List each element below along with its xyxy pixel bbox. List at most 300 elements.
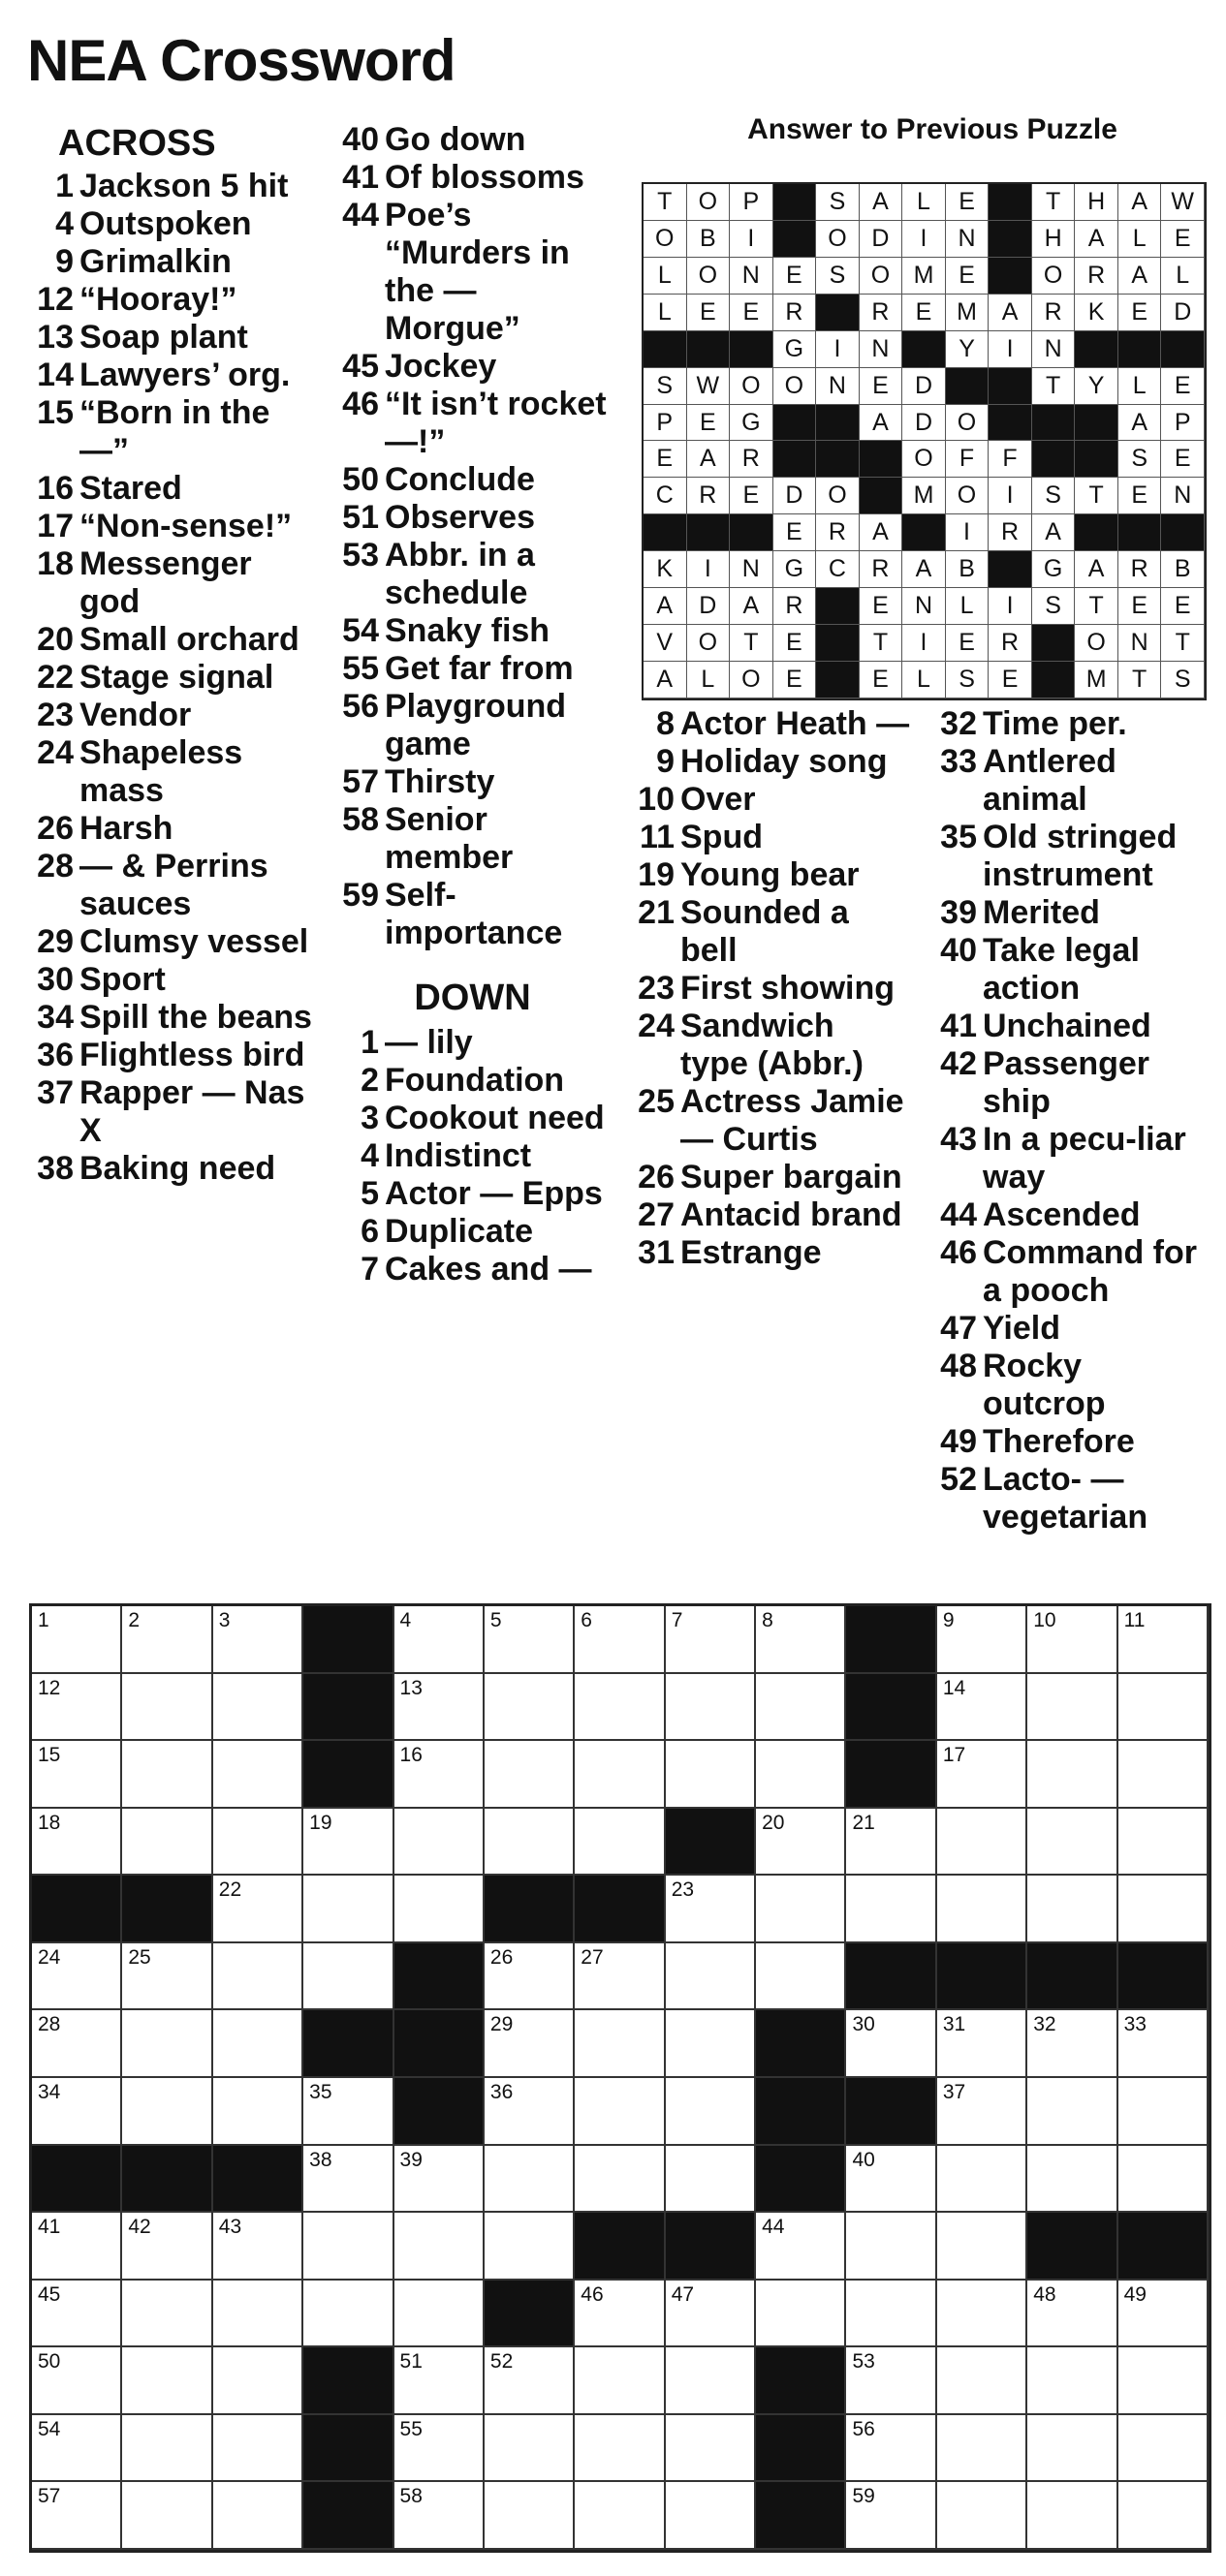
grid-cell[interactable] bbox=[122, 2415, 212, 2483]
grid-cell[interactable] bbox=[394, 1876, 485, 1943]
black-square bbox=[666, 1809, 756, 1877]
clue-number: 21 bbox=[638, 894, 675, 931]
grid-cell[interactable] bbox=[213, 1809, 303, 1877]
grid-cell[interactable] bbox=[1027, 2482, 1117, 2550]
grid-cell[interactable] bbox=[122, 1943, 212, 2011]
grid-cell[interactable] bbox=[32, 2482, 122, 2550]
grid-cell[interactable] bbox=[394, 1809, 485, 1877]
clue-number: 57 bbox=[342, 763, 379, 800]
clue-text: Soap plant bbox=[79, 319, 248, 356]
cell-number: 3 bbox=[218, 1609, 231, 1631]
black-square bbox=[756, 2146, 846, 2214]
clue-text: Sport bbox=[79, 961, 166, 998]
grid-cell[interactable] bbox=[666, 2078, 756, 2146]
grid-cell[interactable] bbox=[303, 2281, 393, 2348]
answer-cell: N bbox=[730, 551, 773, 588]
clue-text: Sandwich type (Abbr.) bbox=[680, 1008, 864, 1082]
grid-cell[interactable] bbox=[32, 1809, 122, 1877]
grid-cell[interactable] bbox=[666, 1876, 756, 1943]
grid-cell[interactable] bbox=[1118, 1674, 1209, 1742]
grid-cell[interactable] bbox=[1118, 2347, 1209, 2415]
across-clue-34 bbox=[19, 999, 315, 1037]
clue-text: “Non-sense!” bbox=[79, 508, 293, 544]
black-square bbox=[902, 331, 946, 368]
grid-cell[interactable] bbox=[846, 2347, 936, 2415]
grid-cell[interactable] bbox=[1027, 1876, 1117, 1943]
grid-cell[interactable] bbox=[213, 1943, 303, 2011]
clue-text: Poe’s “Murders in the — Morgue” bbox=[385, 197, 570, 347]
grid-cell[interactable] bbox=[394, 2146, 485, 2214]
answer-cell: S bbox=[1118, 441, 1162, 478]
grid-cell[interactable] bbox=[846, 1809, 936, 1877]
grid-cell[interactable] bbox=[32, 2415, 122, 2483]
answer-cell: I bbox=[946, 514, 990, 551]
grid-cell[interactable] bbox=[1118, 2010, 1209, 2078]
clue-number: 59 bbox=[342, 877, 379, 914]
answer-cell: T bbox=[730, 625, 773, 662]
clue-number: 3 bbox=[361, 1100, 379, 1136]
down-clue-11 bbox=[620, 819, 911, 856]
grid-cell[interactable] bbox=[666, 1741, 756, 1809]
clue-number: 52 bbox=[940, 1461, 977, 1498]
grid-cell[interactable] bbox=[394, 1741, 485, 1809]
black-square bbox=[773, 441, 817, 478]
grid-cell[interactable] bbox=[846, 2010, 936, 2078]
clue-number: 22 bbox=[37, 659, 74, 696]
grid-cell[interactable] bbox=[122, 1606, 212, 1674]
grid-cell[interactable] bbox=[1118, 2146, 1209, 2214]
across-clue-54 bbox=[325, 612, 620, 650]
black-square bbox=[846, 1943, 936, 2011]
grid-cell[interactable] bbox=[213, 2415, 303, 2483]
grid-cell[interactable] bbox=[575, 2010, 665, 2078]
across-clue-1 bbox=[19, 168, 315, 205]
grid-cell[interactable] bbox=[32, 2281, 122, 2348]
down-clue-8 bbox=[620, 705, 911, 743]
cell-number: 12 bbox=[38, 1676, 61, 1699]
grid-cell[interactable] bbox=[666, 1606, 756, 1674]
black-square bbox=[303, 1674, 393, 1742]
clue-number: 14 bbox=[37, 357, 74, 393]
clue-number: 35 bbox=[940, 819, 977, 855]
grid-cell[interactable] bbox=[756, 1876, 846, 1943]
black-square bbox=[816, 625, 860, 662]
grid-cell[interactable] bbox=[575, 2415, 665, 2483]
grid-cell[interactable] bbox=[485, 1943, 575, 2011]
answer-cell: T bbox=[1118, 662, 1162, 698]
answer-cell: L bbox=[902, 662, 946, 698]
black-square bbox=[773, 184, 817, 221]
down-clue-49 bbox=[923, 1423, 1213, 1461]
grid-cell[interactable] bbox=[485, 2415, 575, 2483]
black-square bbox=[1118, 331, 1162, 368]
down-clue-21 bbox=[620, 894, 911, 970]
grid-cell[interactable] bbox=[122, 2010, 212, 2078]
black-square bbox=[1032, 625, 1076, 662]
clue-number: 11 bbox=[640, 819, 675, 855]
clue-number: 37 bbox=[37, 1074, 74, 1111]
down-clue-33 bbox=[923, 743, 1213, 819]
grid-cell[interactable] bbox=[394, 2281, 485, 2348]
grid-cell[interactable] bbox=[1027, 2347, 1117, 2415]
grid-cell[interactable] bbox=[575, 2281, 665, 2348]
clue-number: 41 bbox=[342, 159, 379, 196]
grid-cell[interactable] bbox=[937, 2281, 1027, 2348]
across-header: ACROSS bbox=[58, 123, 216, 164]
grid-cell[interactable] bbox=[122, 1741, 212, 1809]
grid-cell[interactable] bbox=[485, 1741, 575, 1809]
grid-cell[interactable] bbox=[213, 1876, 303, 1943]
grid-cell[interactable] bbox=[485, 2146, 575, 2214]
clue-text: Self-importance bbox=[385, 877, 563, 951]
clue-text: Grimalkin bbox=[79, 243, 232, 280]
grid-cell[interactable] bbox=[122, 2347, 212, 2415]
answer-cell: G bbox=[773, 551, 817, 588]
down-clue-2 bbox=[325, 1062, 620, 1100]
grid-cell[interactable] bbox=[122, 2213, 212, 2281]
grid-cell[interactable] bbox=[1027, 2281, 1117, 2348]
clue-text: Outspoken bbox=[79, 205, 252, 242]
grid-cell[interactable] bbox=[122, 1674, 212, 1742]
grid-cell[interactable] bbox=[756, 2213, 846, 2281]
cell-number: 44 bbox=[762, 2216, 785, 2239]
grid-cell[interactable] bbox=[756, 1809, 846, 1877]
clue-text: Actor Heath — bbox=[680, 705, 910, 742]
black-square bbox=[989, 221, 1032, 258]
grid-cell[interactable] bbox=[485, 1606, 575, 1674]
black-square bbox=[1075, 514, 1118, 551]
grid-cell[interactable] bbox=[846, 2146, 936, 2214]
grid-cell[interactable] bbox=[846, 1876, 936, 1943]
grid-cell[interactable] bbox=[213, 2281, 303, 2348]
grid-cell[interactable] bbox=[394, 1606, 485, 1674]
clue-number: 1 bbox=[55, 168, 74, 204]
grid-cell[interactable] bbox=[1118, 2415, 1209, 2483]
clue-number: 18 bbox=[37, 545, 74, 582]
answer-cell: B bbox=[1161, 551, 1205, 588]
across-clue-15 bbox=[19, 394, 315, 470]
grid-cell[interactable] bbox=[1118, 2281, 1209, 2348]
clue-number: 28 bbox=[37, 848, 74, 885]
grid-cell[interactable] bbox=[213, 2010, 303, 2078]
grid-cell[interactable] bbox=[666, 2281, 756, 2348]
grid-cell[interactable] bbox=[575, 1674, 665, 1742]
grid-cell[interactable] bbox=[937, 1809, 1027, 1877]
across-clue-30 bbox=[19, 961, 315, 999]
grid-cell[interactable] bbox=[485, 2482, 575, 2550]
grid-cell[interactable] bbox=[303, 1809, 393, 1877]
grid-cell[interactable] bbox=[394, 2213, 485, 2281]
clue-text: Cakes and — bbox=[385, 1251, 592, 1288]
grid-cell[interactable] bbox=[1118, 1606, 1209, 1674]
grid-cell[interactable] bbox=[1027, 1809, 1117, 1877]
grid-cell[interactable] bbox=[1027, 2146, 1117, 2214]
grid-cell[interactable] bbox=[575, 2347, 665, 2415]
page-title: NEA Crossword bbox=[27, 28, 456, 93]
grid-cell[interactable] bbox=[756, 1606, 846, 1674]
across-clue-38 bbox=[19, 1150, 315, 1188]
grid-cell[interactable] bbox=[1027, 1741, 1117, 1809]
grid-cell[interactable] bbox=[213, 2078, 303, 2146]
grid-cell[interactable] bbox=[756, 2281, 846, 2348]
grid-cell[interactable] bbox=[575, 2482, 665, 2550]
clue-number: 1 bbox=[361, 1024, 379, 1061]
down-clue-10 bbox=[620, 781, 911, 819]
answer-cell: Y bbox=[946, 331, 990, 368]
black-square bbox=[1118, 514, 1162, 551]
grid-cell[interactable] bbox=[394, 2347, 485, 2415]
grid-cell[interactable] bbox=[937, 2482, 1027, 2550]
cell-number: 38 bbox=[309, 2148, 332, 2171]
grid-cell[interactable] bbox=[937, 1606, 1027, 1674]
clue-number: 25 bbox=[638, 1083, 675, 1120]
grid-cell[interactable] bbox=[846, 2213, 936, 2281]
cell-number: 24 bbox=[38, 1945, 61, 1969]
grid-cell[interactable] bbox=[1118, 1809, 1209, 1877]
answer-cell: O bbox=[687, 625, 731, 662]
grid-cell[interactable] bbox=[1027, 2415, 1117, 2483]
answer-cell: R bbox=[860, 295, 903, 331]
cell-number: 46 bbox=[581, 2282, 604, 2306]
down-clue-7 bbox=[325, 1251, 620, 1288]
clue-text: “Hooray!” bbox=[79, 281, 237, 318]
grid-cell[interactable] bbox=[937, 2010, 1027, 2078]
black-square bbox=[687, 331, 731, 368]
grid-cell[interactable] bbox=[394, 2482, 485, 2550]
grid-cell[interactable] bbox=[575, 1741, 665, 1809]
grid-cell[interactable] bbox=[666, 1674, 756, 1742]
answer-cell: I bbox=[730, 221, 773, 258]
cell-number: 28 bbox=[38, 2013, 61, 2036]
across-clue-13 bbox=[19, 319, 315, 357]
cell-number: 48 bbox=[1033, 2282, 1056, 2306]
answer-cell: T bbox=[1161, 625, 1205, 662]
down-clue-24 bbox=[620, 1008, 911, 1083]
grid-cell[interactable] bbox=[32, 2010, 122, 2078]
answer-cell: A bbox=[1118, 405, 1162, 442]
grid-cell[interactable] bbox=[937, 2415, 1027, 2483]
grid-cell[interactable] bbox=[122, 1809, 212, 1877]
clue-number: 4 bbox=[361, 1137, 379, 1174]
cell-number: 36 bbox=[489, 2080, 514, 2103]
black-square bbox=[575, 1876, 665, 1943]
grid-cell[interactable] bbox=[485, 1809, 575, 1877]
grid-cell[interactable] bbox=[485, 2347, 575, 2415]
grid-cell[interactable] bbox=[303, 2146, 393, 2214]
grid-cell[interactable] bbox=[32, 1943, 122, 2011]
grid-cell[interactable] bbox=[756, 1943, 846, 2011]
grid-cell[interactable] bbox=[213, 2347, 303, 2415]
answer-cell: A bbox=[1075, 221, 1118, 258]
cell-number: 4 bbox=[399, 1609, 412, 1631]
grid-cell[interactable] bbox=[122, 2281, 212, 2348]
answer-cell: E bbox=[1118, 478, 1162, 514]
answer-cell: H bbox=[1032, 221, 1076, 258]
cell-number: 50 bbox=[38, 2350, 61, 2374]
grid-cell[interactable] bbox=[303, 1876, 393, 1943]
grid-cell[interactable] bbox=[1118, 1876, 1209, 1943]
grid-cell[interactable] bbox=[32, 1674, 122, 1742]
grid-cell[interactable] bbox=[575, 2078, 665, 2146]
grid-cell[interactable] bbox=[575, 1809, 665, 1877]
grid-cell[interactable] bbox=[846, 2482, 936, 2550]
grid-cell[interactable] bbox=[303, 2078, 393, 2146]
clue-text: Holiday song bbox=[680, 743, 888, 780]
grid-cell[interactable] bbox=[846, 2415, 936, 2483]
grid-cell[interactable] bbox=[666, 2146, 756, 2214]
cell-number: 56 bbox=[852, 2417, 875, 2440]
grid-cell[interactable] bbox=[666, 2415, 756, 2483]
grid-cell[interactable] bbox=[213, 2482, 303, 2550]
clue-text: Small orchard bbox=[79, 621, 299, 658]
grid-cell[interactable] bbox=[213, 1741, 303, 1809]
grid-cell[interactable] bbox=[213, 1606, 303, 1674]
cell-number: 31 bbox=[942, 2013, 966, 2036]
grid-cell[interactable] bbox=[1027, 2078, 1117, 2146]
answer-cell: O bbox=[816, 221, 860, 258]
answer-cell: M bbox=[1075, 662, 1118, 698]
grid-cell[interactable] bbox=[756, 1674, 846, 1742]
grid-cell[interactable] bbox=[485, 1674, 575, 1742]
across-clue-44 bbox=[325, 197, 620, 348]
answer-cell: B bbox=[946, 551, 990, 588]
answer-cell: O bbox=[687, 184, 731, 221]
grid-cell[interactable] bbox=[846, 2281, 936, 2348]
grid-cell[interactable] bbox=[32, 1741, 122, 1809]
black-square bbox=[860, 478, 903, 514]
grid-cell[interactable] bbox=[937, 1876, 1027, 1943]
grid-cell[interactable] bbox=[575, 2146, 665, 2214]
answer-cell: E bbox=[644, 441, 687, 478]
clue-text: Stared bbox=[79, 470, 182, 507]
answer-cell: S bbox=[946, 662, 990, 698]
grid-cell[interactable] bbox=[213, 1674, 303, 1742]
black-square bbox=[394, 1943, 485, 2011]
grid-cell[interactable] bbox=[485, 2078, 575, 2146]
answer-cell: S bbox=[816, 258, 860, 295]
grid-cell[interactable] bbox=[666, 2482, 756, 2550]
grid-cell[interactable] bbox=[1027, 1606, 1117, 1674]
grid-cell[interactable] bbox=[937, 1674, 1027, 1742]
answer-cell: L bbox=[1118, 221, 1162, 258]
black-square bbox=[946, 368, 990, 405]
grid-cell[interactable] bbox=[32, 2213, 122, 2281]
grid-cell[interactable] bbox=[394, 2415, 485, 2483]
black-square bbox=[485, 1876, 575, 1943]
answer-cell: D bbox=[687, 588, 731, 625]
grid-cell[interactable] bbox=[666, 2010, 756, 2078]
grid-cell[interactable] bbox=[756, 1741, 846, 1809]
clue-number: 36 bbox=[37, 1037, 74, 1073]
across-clue-55 bbox=[325, 650, 620, 688]
across-clues-list bbox=[19, 168, 315, 1188]
answer-cell: V bbox=[644, 625, 687, 662]
down-clue-39 bbox=[923, 894, 1213, 932]
grid-cell[interactable] bbox=[937, 1741, 1027, 1809]
black-square bbox=[989, 405, 1032, 442]
grid-cell[interactable] bbox=[485, 2010, 575, 2078]
black-square bbox=[773, 221, 817, 258]
grid-cell[interactable] bbox=[485, 2213, 575, 2281]
answer-cell: O bbox=[773, 368, 817, 405]
clue-text: Conclude bbox=[385, 461, 535, 498]
black-square bbox=[756, 2347, 846, 2415]
answer-cell: A bbox=[730, 588, 773, 625]
grid-cell[interactable] bbox=[1118, 2482, 1209, 2550]
grid-cell[interactable] bbox=[937, 2146, 1027, 2214]
grid-cell[interactable] bbox=[575, 1943, 665, 2011]
grid-cell[interactable] bbox=[303, 1943, 393, 2011]
cell-number: 39 bbox=[399, 2148, 423, 2171]
cell-number: 15 bbox=[38, 1744, 61, 1767]
answer-cell: L bbox=[644, 295, 687, 331]
cell-number: 32 bbox=[1033, 2013, 1056, 2036]
grid-cell[interactable] bbox=[575, 1606, 665, 1674]
black-square bbox=[902, 514, 946, 551]
grid-cell[interactable] bbox=[213, 2213, 303, 2281]
cell-number: 33 bbox=[1123, 2013, 1147, 2036]
cell-number: 11 bbox=[1123, 1609, 1146, 1631]
clue-number: 33 bbox=[940, 743, 977, 780]
clue-text: Command for a pooch bbox=[983, 1234, 1197, 1309]
grid-cell[interactable] bbox=[666, 2347, 756, 2415]
grid-cell[interactable] bbox=[32, 2347, 122, 2415]
answer-cell: E bbox=[946, 184, 990, 221]
grid-cell[interactable] bbox=[1118, 2078, 1209, 2146]
answer-cell: R bbox=[730, 441, 773, 478]
grid-cell[interactable] bbox=[937, 2347, 1027, 2415]
grid-cell[interactable] bbox=[1027, 2010, 1117, 2078]
down-clue-52 bbox=[923, 1461, 1213, 1536]
black-square bbox=[687, 514, 731, 551]
clue-text: Get far from bbox=[385, 650, 574, 687]
black-square bbox=[303, 1741, 393, 1809]
grid-cell[interactable] bbox=[122, 2482, 212, 2550]
clue-number: 10 bbox=[638, 781, 675, 818]
grid-cell[interactable] bbox=[937, 2078, 1027, 2146]
clue-number: 53 bbox=[342, 537, 379, 574]
answer-cell: N bbox=[902, 588, 946, 625]
answer-cell: R bbox=[1075, 258, 1118, 295]
grid-cell[interactable] bbox=[394, 1674, 485, 1742]
answer-cell: A bbox=[1075, 551, 1118, 588]
grid-cell[interactable] bbox=[666, 1943, 756, 2011]
grid-cell[interactable] bbox=[32, 1606, 122, 1674]
down-clue-44 bbox=[923, 1196, 1213, 1234]
answer-cell: T bbox=[1032, 184, 1076, 221]
clue-number: 23 bbox=[638, 970, 675, 1007]
black-square bbox=[937, 1943, 1027, 2011]
grid-cell[interactable] bbox=[1118, 1741, 1209, 1809]
clue-text: Take legal action bbox=[983, 932, 1140, 1007]
answer-cell: N bbox=[860, 331, 903, 368]
grid-cell[interactable] bbox=[1027, 1674, 1117, 1742]
answer-cell: K bbox=[644, 551, 687, 588]
cell-number: 35 bbox=[309, 2080, 332, 2103]
black-square bbox=[1118, 1943, 1209, 2011]
grid-cell[interactable] bbox=[303, 2213, 393, 2281]
answer-cell: L bbox=[902, 184, 946, 221]
grid-cell[interactable] bbox=[937, 2213, 1027, 2281]
grid-cell[interactable] bbox=[122, 2078, 212, 2146]
cell-number: 17 bbox=[942, 1744, 966, 1767]
grid-cell[interactable] bbox=[32, 2078, 122, 2146]
answer-cell: N bbox=[1118, 625, 1162, 662]
cell-number: 58 bbox=[399, 2485, 423, 2508]
answer-cell: E bbox=[730, 295, 773, 331]
answer-cell: L bbox=[687, 662, 731, 698]
clue-text: In a pecu-liar way bbox=[983, 1121, 1186, 1195]
